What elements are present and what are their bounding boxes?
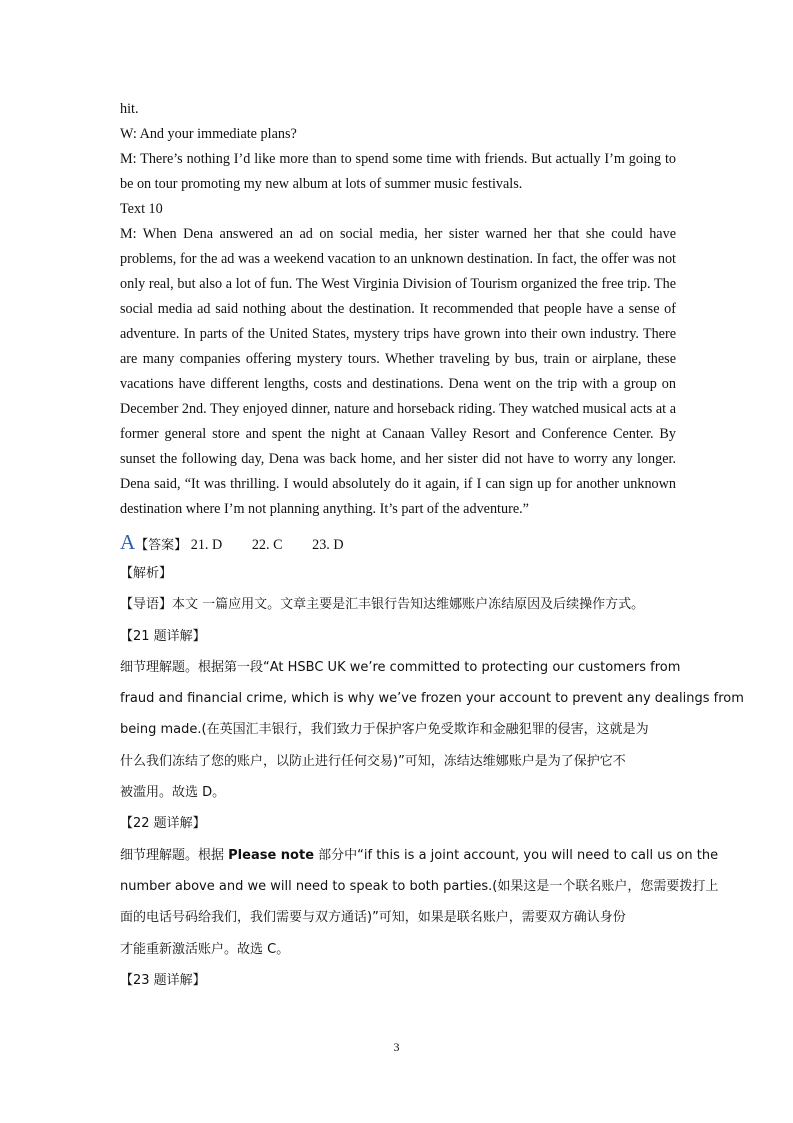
q23-heading: 【23 题详解】 xyxy=(120,972,206,988)
q22-keyword: Please note xyxy=(228,847,315,863)
answer-row xyxy=(120,526,676,558)
transcript-line: only real, but also a lot of fun. The West Virginia Division of Tourism organized the free trip. The xyxy=(120,276,676,292)
q22-heading: 【22 题详解】 xyxy=(120,816,206,832)
analysis-label: 【解析】 xyxy=(120,566,173,581)
transcript-line: adventure. In parts of the United States, mystery trips have grown into their own industry. There xyxy=(120,326,676,342)
transcript-line: be on tour promoting my new album at lots of summer music festivals. xyxy=(120,176,523,192)
transcript-line: vacations have different lengths, costs and destinations. Dena went on the trip with a group on xyxy=(120,376,676,392)
transcript-line: hit. xyxy=(120,101,139,117)
answer-item: 21. D xyxy=(190,537,223,553)
transcript-line: are many companies offering mystery tours. Whether traveling by bus, train or airplane, these xyxy=(120,351,676,367)
q21-line: fraud and financial crime, which is why we’ve frozen your account to prevent any dealings from xyxy=(120,691,744,707)
q22-line xyxy=(120,840,719,871)
transcript-line: W: And your immediate plans? xyxy=(120,126,297,142)
transcript-line: sunset the following day, Dena was back home, and her sister did not have to worry any longer. xyxy=(120,451,676,467)
q22-line: 面的电话号码给我们，我们需要与双方通话)”可知，如果是联名账户，需要双方确认身份 xyxy=(120,910,626,926)
section-letter: A xyxy=(120,530,136,554)
q21-line: 什么我们冻结了您的账户，以防止进行任何交易)”可知，冻结达维娜账户是为了保护它不 xyxy=(120,753,626,769)
q21-line: 被滥用。故选 D。 xyxy=(120,785,226,801)
q22-line: 才能重新激活账户。故选 C。 xyxy=(120,941,290,957)
q21-line: 细节理解题。根据第一段“At HSBC UK we’re committed to protecting our customers from xyxy=(120,659,681,675)
transcript-line: M: When Dena answered an ad on social media, her sister warned her that she could have xyxy=(120,226,676,242)
q22-line1-pre: 细节理解题。根据 xyxy=(120,847,229,863)
q22-line: number above and we will need to speak to both parties.(如果这是一个联名账户，您需要拨打上 xyxy=(120,878,719,894)
q22-line1-post: 部分中“if this is a joint account, you will need to call us on the xyxy=(314,847,719,863)
answer-label: 【答案】 xyxy=(135,538,188,553)
transcript-line: December 2nd. They enjoyed dinner, nature and horseback riding. They watched musical acts at a xyxy=(120,401,676,417)
section-heading-text10: Text 10 xyxy=(120,201,163,217)
q21-line: being made.(在英国汇丰银行，我们致力于保护客户免受欺诈和金融犯罪的侵害，这就是为 xyxy=(120,722,649,738)
transcript-line: problems, for the ad was a weekend vacation to an unknown destination. In fact, the offer was not xyxy=(120,251,676,267)
transcript-line: M: There’s nothing I’d like more than to spend some time with friends. But actually I’m going to xyxy=(120,151,676,167)
transcript-line: Dena said, “It was thrilling. I would absolutely do it again, if I can sign up for another unknown xyxy=(120,476,676,492)
page-content xyxy=(120,97,744,996)
transcript-line: destination where I’m not planning anything. It’s part of the adventure.” xyxy=(120,501,529,517)
transcript-line: former general store and spent the night at Canaan Valley Resort and Conference Center. By xyxy=(120,426,676,442)
q21-heading: 【21 题详解】 xyxy=(120,628,206,644)
guide-text: 【导语】本文 一篇应用文。文章主要是汇丰银行告知达维娜账户冻结原因及后续操作方式。 xyxy=(120,597,645,613)
answer-item: 22. C xyxy=(251,537,283,553)
page-number: 3 xyxy=(393,1040,400,1054)
answer-item: 23. D xyxy=(312,537,344,553)
transcript-line: social media ad said nothing about the destination. It recommended that people have a sense of xyxy=(120,301,676,317)
